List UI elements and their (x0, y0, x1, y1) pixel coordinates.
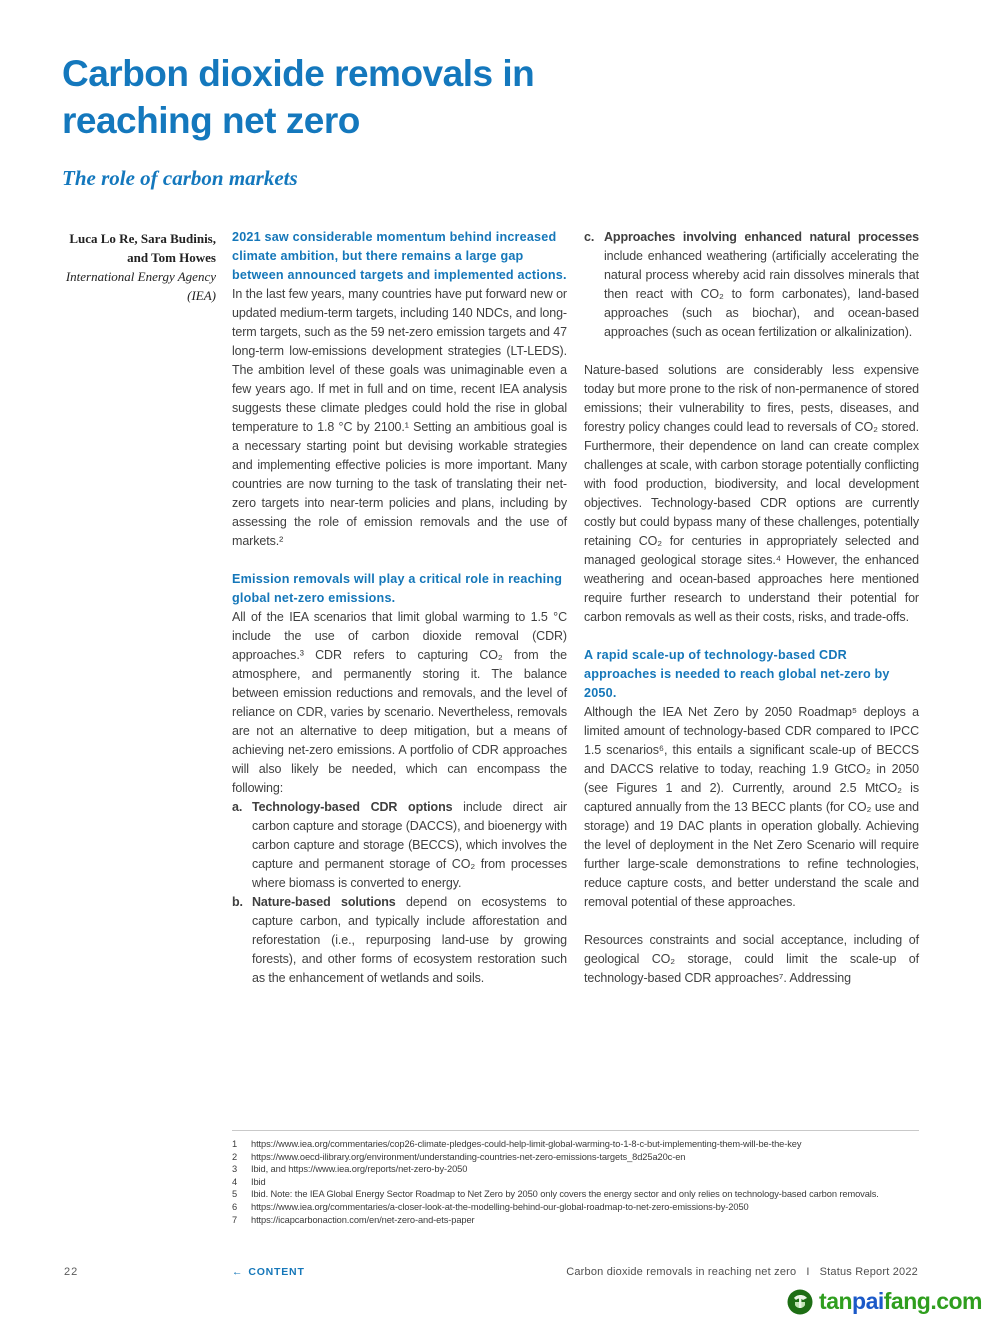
logo-part-fang: fang.com (883, 1288, 982, 1314)
body-paragraph: Nature-based solutions are considerably less expensive today but more prone to the risk of non-permanence of stored emissions; their vulnerability to fires, pests, diseases, and forestry policy changes could lead to reversals of CO₂ stored. Furthermore, their dependence on land can create complex challenges at scale, with carbon storage potentially conflicting with food production, biodiversity, and local development objectives. Technology-based CDR options are currently costly but could bypass many of these challenges, potentially retaining CO₂ for centuries in appropriately selected and managed geological storage sites.⁴ However, the enhanced weathering and ocean-based approaches here mentioned require further research to understand their potential for carbon removals as well as their costs, risks, and trade-offs. (584, 363, 919, 624)
footnote-link[interactable]: https://icapcarbonaction.com/en/net-zero-and-ets-paper (251, 1214, 475, 1225)
footnote-item (232, 1151, 919, 1164)
footnote-item (232, 1201, 919, 1214)
footnote-text: Ibid. Note: the IEA Global Energy Sector Roadmap to Net Zero by 2050 only covers the energy sector and only relies on technology-based carbon removals. (251, 1189, 879, 1200)
body-paragraph: All of the IEA scenarios that limit global warming to 1.5 °C include the use of carbon dioxide removal (CDR) approaches.³ CDR refers to capturing CO₂ from the atmosphere, and permanently storing it. The balance between emission reductions and removals, and the level of reliance on CDR, varies by scenario. Nevertheless, removals are not an alternative to deep mitigation, but a means of achieving net-zero emissions. A portfolio of CDR approaches will also likely be needed, which can encompass the following: (232, 610, 567, 795)
footnote-number: 1 (232, 1139, 238, 1149)
body-paragraph: Resources constraints and social acceptance, including of geological CO₂ storage, could limit the scale-up of technology-based CDR approaches⁷. Addressing (584, 933, 919, 985)
footnotes-section (232, 1130, 919, 1226)
list-item-b (232, 893, 567, 988)
footnote-number: 6 (232, 1201, 238, 1212)
list-lead: Nature-based solutions (252, 895, 396, 909)
footer-doc-title: Carbon dioxide removals in reaching net zero (566, 1266, 797, 1278)
content-link[interactable] (232, 1266, 305, 1278)
page-title (62, 50, 762, 144)
author-affiliation: International Energy Agency (IEA) (65, 269, 216, 303)
list-marker: a. (232, 800, 243, 814)
list-lead: Approaches involving enhanced natural processes (604, 230, 919, 244)
footnote-number: 3 (232, 1164, 238, 1175)
list-text: include direct air carbon capture and storage (DACCS), and bioenergy with carbon capture and storage (BECCS), which involves the capture and permanent storage of CO₂ from processes where biomass is converted to energy. (252, 800, 567, 890)
footnote-link[interactable]: https://www.iea.org/commentaries/cop26-climate-pledges-could-help-limit-global-warming-to-1-8-c-but-implementing-them-will-be-the-key (251, 1139, 802, 1149)
footer-report-name: Status Report 2022 (819, 1266, 918, 1278)
footnote-number: 5 (232, 1189, 238, 1200)
body-column-left (232, 228, 567, 988)
content-link-label: CONTENT (248, 1266, 305, 1278)
footnote-item (232, 1214, 919, 1227)
footer-running-title (566, 1266, 918, 1278)
list-item-c (584, 228, 919, 342)
list-marker: b. (232, 895, 243, 909)
tanpaifang-logo[interactable] (787, 1288, 982, 1315)
list-marker: c. (584, 230, 595, 244)
page-number: 22 (64, 1266, 79, 1278)
body-paragraph: In the last few years, many countries have put forward new or updated medium-term targets, including 140 NDCs, and long-term targets, such as the 59 net-zero emission targets and 47 long-term low-emissions development strategies (LT-LEDS). The ambition level of these goals was unimaginable even a few years ago. If met in full and on time, recent IEA analysis suggests these climate pledges could hold the rise in global temperature to 1.8 °C by 2100.¹ Setting an ambitious goal is a necessary starting point but devising workable strategies and implementing effective policies is more important. Many countries are now turning to the task of translating their net-zero targets into near-term policies and plans, including by assessing the role of emission removals and the use of markets.² (232, 287, 567, 548)
footnote-text: Ibid (251, 1176, 266, 1187)
footnote-item (232, 1188, 919, 1201)
footnote-number: 7 (232, 1214, 238, 1225)
author-block (60, 229, 216, 305)
logo-part-tan: tan (819, 1288, 853, 1314)
author-names: Luca Lo Re, Sara Budinis, and Tom Howes (69, 231, 216, 265)
section-heading-scale-up: A rapid scale-up of technology-based CDR approaches is needed to reach global net-zero by 2050. (584, 648, 890, 700)
footnote-link[interactable]: https://www.iea.org/commentaries/a-closer-look-at-the-modelling-behind-our-global-roadmap-to-net-zero-emissions-by-2050 (251, 1201, 749, 1212)
footer-separator: I (806, 1266, 810, 1278)
tanpaifang-logo-text (819, 1288, 982, 1315)
page-title-line2: reaching net zero (62, 100, 360, 141)
footnote-link[interactable]: https://www.oecd-ilibrary.org/environment/understanding-countries-net-zero-emissions-targets_8d25a20c-en (251, 1151, 686, 1162)
page-title-line1: Carbon dioxide removals in (62, 53, 535, 94)
list-lead: Technology-based CDR options (252, 800, 453, 814)
body-column-right (584, 228, 919, 1007)
body-paragraph: Although the IEA Net Zero by 2050 Roadmap⁵ deploys a limited amount of technology-based CDR compared to IPCC 1.5 scenarios⁶, this entails a significant scale-up of BECCS and DACCS relative to today, reaching 1.9 GtCO₂ in 2050 (see Figures 1 and 2). Currently, around 2.5 MtCO₂ is captured annually from the 13 BECC plants (for CO₂ use and storage) and 19 DAC plants in operation globally. Achieving the level of deployment in the Net Zero Scenario will require further large-scale demonstrations to refine technologies, reduce capture costs, and better understand the scale and removal potential of these approaches. (584, 705, 919, 909)
footnote-item (232, 1138, 919, 1151)
footnote-item (232, 1163, 919, 1176)
footnote-item (232, 1176, 919, 1189)
back-arrow-icon: ← (232, 1266, 244, 1278)
footnote-number: 2 (232, 1151, 238, 1162)
logo-part-pai: pai (852, 1288, 884, 1314)
section-heading-momentum: 2021 saw considerable momentum behind increased climate ambition, but there remains a large gap between announced targets and implemented actions. (232, 230, 567, 282)
list-text: include enhanced weathering (artificially accelerating the natural process whereby acid rain dissolves minerals that then react with CO₂ to form carbonates), land-based approaches (such as biochar), and ocean-based approaches (such as ocean fertilization or alkalinization). (604, 249, 919, 339)
tanpaifang-logo-icon (787, 1289, 813, 1315)
footnote-link[interactable]: Ibid, and https://www.iea.org/reports/net-zero-by-2050 (251, 1164, 468, 1175)
list-text: depend on ecosystems to capture carbon, and typically include afforestation and reforestation (i.e., repurposing land-use by growing forests), and other forms of ecosystem restoration such as the enhancement of wetlands and soils. (252, 895, 567, 985)
section-heading-emission-removals: Emission removals will play a critical role in reaching global net-zero emissions. (232, 572, 563, 605)
list-item-a (232, 798, 567, 893)
page-subtitle: The role of carbon markets (62, 166, 298, 190)
footnote-number: 4 (232, 1176, 238, 1187)
